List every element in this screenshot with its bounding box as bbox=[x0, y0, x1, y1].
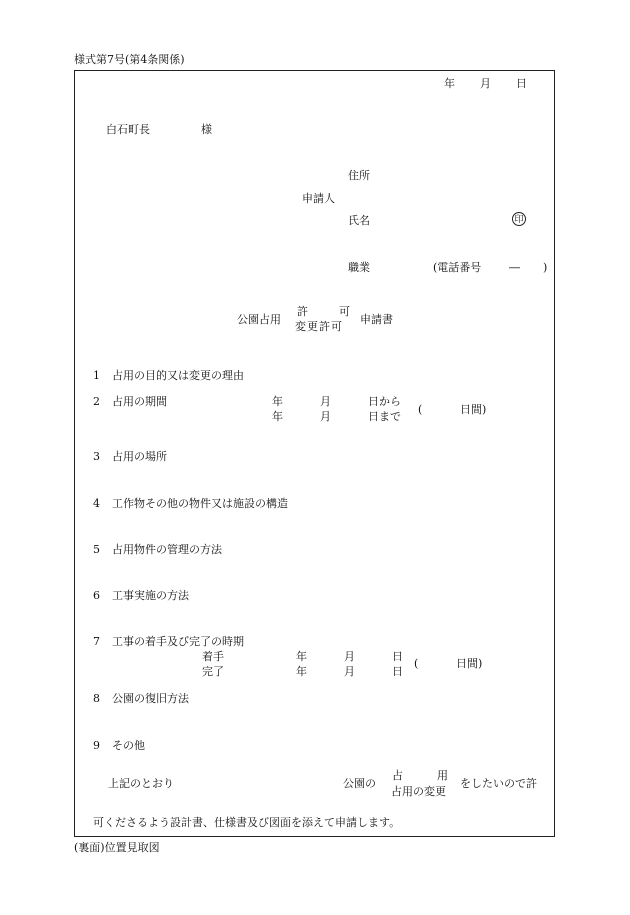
applicant-address-label: 住所 bbox=[348, 169, 370, 182]
item-7-label: 工事の着手及び完了の時期 bbox=[112, 635, 244, 648]
title-option-permit-b: 可 bbox=[339, 305, 350, 318]
item-7-days: 日間) bbox=[456, 657, 483, 670]
item-5-label: 占用物件の管理の方法 bbox=[112, 543, 222, 556]
item-7-start-year: 年 bbox=[296, 650, 307, 663]
applicant-name-label: 氏名 bbox=[348, 214, 370, 227]
item-2-to-day: 日まで bbox=[368, 410, 401, 423]
item-2-from-year: 年 bbox=[272, 395, 283, 408]
item-6-number: 6 bbox=[93, 589, 100, 602]
item-7-start-day: 日 bbox=[392, 650, 403, 663]
item-7-finish-day: 日 bbox=[392, 665, 403, 678]
seal-mark: 印 bbox=[512, 212, 526, 226]
date-month: 月 bbox=[480, 77, 491, 90]
applicant-occupation-label: 職業 bbox=[348, 261, 370, 274]
item-2-paren-open: ( bbox=[418, 403, 423, 416]
closing-option-occupy-b: 用 bbox=[437, 769, 448, 782]
closing-line-2: 可くださるよう設計書、仕様書及び図面を添えて申請します。 bbox=[93, 816, 401, 829]
title-prefix: 公園占用 bbox=[237, 313, 281, 326]
addressee-name: 白石町長 bbox=[106, 123, 150, 136]
form-number: 様式第7号(第4条関係) bbox=[74, 53, 185, 66]
item-2-number: 2 bbox=[93, 395, 100, 408]
item-9-number: 9 bbox=[93, 739, 100, 752]
item-1-label: 占用の目的又は変更の理由 bbox=[112, 369, 244, 382]
item-7-paren-open: ( bbox=[414, 657, 419, 670]
date-day: 日 bbox=[516, 77, 527, 90]
item-7-start-label: 着手 bbox=[202, 650, 224, 663]
closing-lead: 上記のとおり bbox=[108, 777, 174, 790]
addressee-honorific: 様 bbox=[201, 123, 212, 136]
item-4-number: 4 bbox=[93, 497, 100, 510]
closing-option-occupy-a: 占 bbox=[392, 769, 403, 782]
item-9-label: その他 bbox=[112, 739, 145, 752]
applicant-phone-dash: ― bbox=[509, 261, 520, 274]
item-2-to-month: 月 bbox=[320, 410, 331, 423]
back-side-note: (裏面)位置見取図 bbox=[74, 841, 160, 854]
item-3-number: 3 bbox=[93, 450, 100, 463]
closing-park: 公園の bbox=[343, 777, 376, 790]
applicant-phone-close: ) bbox=[543, 261, 548, 274]
item-2-from-day: 日から bbox=[368, 395, 401, 408]
item-7-start-month: 月 bbox=[344, 650, 355, 663]
date-year: 年 bbox=[444, 77, 455, 90]
item-3-label: 占用の場所 bbox=[112, 450, 167, 463]
item-7-finish-year: 年 bbox=[296, 665, 307, 678]
item-2-label: 占用の期間 bbox=[112, 395, 167, 408]
item-2-to-year: 年 bbox=[272, 410, 283, 423]
title-suffix: 申請書 bbox=[360, 313, 393, 326]
item-1-number: 1 bbox=[93, 369, 100, 382]
applicant-label: 申請人 bbox=[302, 192, 335, 205]
title-option-permit-a: 許 bbox=[297, 305, 308, 318]
item-6-label: 工事実施の方法 bbox=[112, 589, 189, 602]
item-4-label: 工作物その他の物件又は施設の構造 bbox=[112, 497, 288, 510]
item-7-finish-month: 月 bbox=[344, 665, 355, 678]
item-5-number: 5 bbox=[93, 543, 100, 556]
title-option-change-permit: 変更許可 bbox=[295, 320, 343, 333]
item-8-label: 公園の復旧方法 bbox=[112, 692, 189, 705]
applicant-phone-label: (電話番号 bbox=[433, 261, 482, 274]
closing-tail: をしたいので許 bbox=[460, 777, 537, 790]
item-7-number: 7 bbox=[93, 635, 100, 648]
item-2-from-month: 月 bbox=[320, 395, 331, 408]
item-7-finish-label: 完了 bbox=[202, 665, 224, 678]
closing-option-change: 占用の変更 bbox=[391, 785, 446, 798]
item-2-days: 日間) bbox=[460, 403, 487, 416]
item-8-number: 8 bbox=[93, 692, 100, 705]
